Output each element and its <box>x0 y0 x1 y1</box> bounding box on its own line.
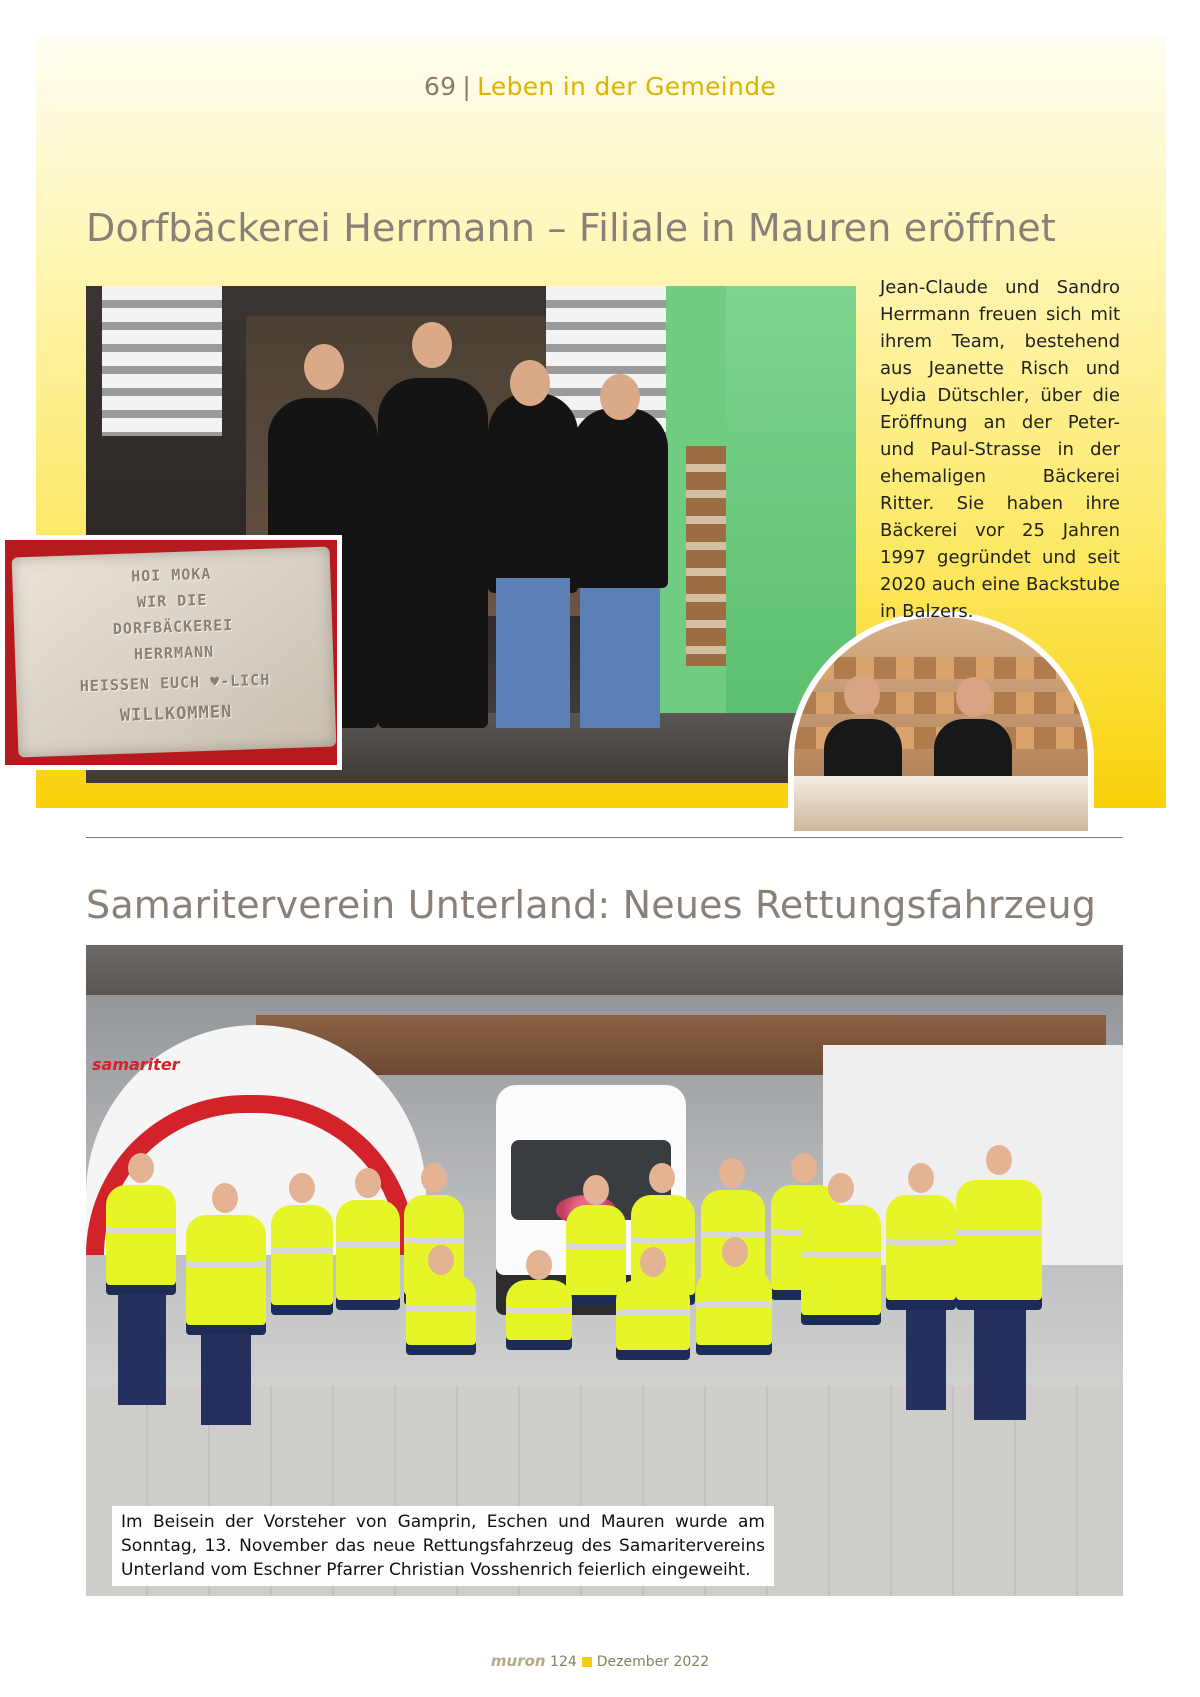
bakery-counter <box>794 776 1088 831</box>
member-face <box>212 1183 238 1213</box>
member-face <box>791 1153 817 1183</box>
person-4-jeans <box>580 588 660 728</box>
person-3 <box>488 393 578 593</box>
person-3-head <box>510 360 550 406</box>
person-4-head <box>600 374 640 420</box>
member-legs <box>201 1335 251 1425</box>
member-vest <box>186 1215 266 1335</box>
baker-1 <box>824 719 902 781</box>
member-face <box>649 1163 675 1193</box>
member-vest <box>106 1185 176 1295</box>
article-title-samariter: Samariterverein Unterland: Neues Rettungsfahrzeug <box>86 883 1097 927</box>
member-face <box>355 1168 381 1198</box>
section-divider <box>86 837 1123 838</box>
baker-1-head <box>844 675 880 715</box>
samariter-group-photo <box>86 945 1123 1596</box>
magazine-brand: muron <box>490 1652 546 1670</box>
welcome-plaque-photo <box>0 535 342 770</box>
member-vest <box>566 1205 626 1305</box>
member-vest-kneeling <box>696 1270 772 1355</box>
issue-date: Dezember 2022 <box>596 1654 710 1670</box>
plaque-line: HERRMANN <box>133 642 215 664</box>
member-face <box>640 1247 666 1277</box>
tent-sign: samariter <box>92 1055 180 1074</box>
member-face <box>722 1237 748 1267</box>
member-face <box>719 1158 745 1188</box>
member-vest <box>801 1205 881 1325</box>
member-vest-kneeling <box>506 1280 572 1350</box>
article-title-bakery: Dorfbäckerei Herrmann – Filiale in Mauren eröffnet <box>86 206 1056 250</box>
page-footer <box>0 1652 1200 1670</box>
bread-shelf-row <box>794 657 1088 679</box>
header-separator: | <box>462 72 472 101</box>
plaque-line: HEISSEN EUCH ♥-LICH <box>79 670 271 696</box>
building-roof <box>86 945 1123 995</box>
member-face <box>986 1145 1012 1175</box>
issue-number: 124 <box>550 1654 577 1670</box>
bakery-article-body: Jean-Claude und Sandro Herrmann freuen sich mit ihrem Team, bestehend aus Jeanette Risch und Lydia Dütschler, über die Eröffnung an der Peter- und Paul-Strasse in der ehemaligen Bäckerei Ritter. Sie haben ihre Bäckerei vor 25 Jahren 1997 gegründet und seit 2020 auch eine Backstube in Balzers. <box>880 277 1120 622</box>
baker-2-head <box>956 677 992 717</box>
plaque-line: WILLKOMMEN <box>119 702 233 726</box>
member-face <box>421 1163 447 1193</box>
member-vest-kneeling <box>616 1280 690 1360</box>
member-vest <box>956 1180 1042 1310</box>
plaque-line: HOI MOKA <box>130 564 212 586</box>
section-title: Leben in der Gemeinde <box>477 72 777 101</box>
photo-caption: Im Beisein der Vorsteher von Gamprin, Eschen und Mauren wurde am Sonntag, 13. November das neue Rettungsfahrzeug des Samaritervereins Unterland vom Eschner Pfarrer Christian Vosshenrich feierlich eingeweiht. <box>112 1506 774 1586</box>
person-2-head <box>412 322 452 368</box>
member-vest <box>271 1205 333 1315</box>
person-4 <box>572 408 668 588</box>
member-face <box>583 1175 609 1205</box>
footer-square-icon <box>582 1657 592 1667</box>
plaque-slab <box>12 547 337 758</box>
member-vest-kneeling <box>406 1275 476 1355</box>
member-face <box>828 1173 854 1203</box>
shop-window-blinds-left <box>102 286 222 436</box>
person-2 <box>378 378 488 728</box>
member-legs <box>906 1310 946 1410</box>
member-legs <box>118 1295 166 1405</box>
page-header <box>0 72 1200 101</box>
member-face <box>526 1250 552 1280</box>
member-face <box>908 1163 934 1193</box>
person-1-head <box>304 344 344 390</box>
page-number: 69 <box>423 72 457 101</box>
baker-2 <box>934 719 1012 781</box>
person-3-jeans <box>496 578 570 728</box>
plaque-line: DORFBÄCKEREI <box>112 615 234 639</box>
plaque-line: WIR DIE <box>136 590 208 612</box>
bread-shelf-row <box>794 692 1088 714</box>
member-face <box>289 1173 315 1203</box>
member-face <box>428 1245 454 1275</box>
member-face <box>128 1153 154 1183</box>
member-vest <box>886 1195 956 1310</box>
member-legs <box>974 1310 1026 1420</box>
member-vest <box>336 1200 400 1310</box>
